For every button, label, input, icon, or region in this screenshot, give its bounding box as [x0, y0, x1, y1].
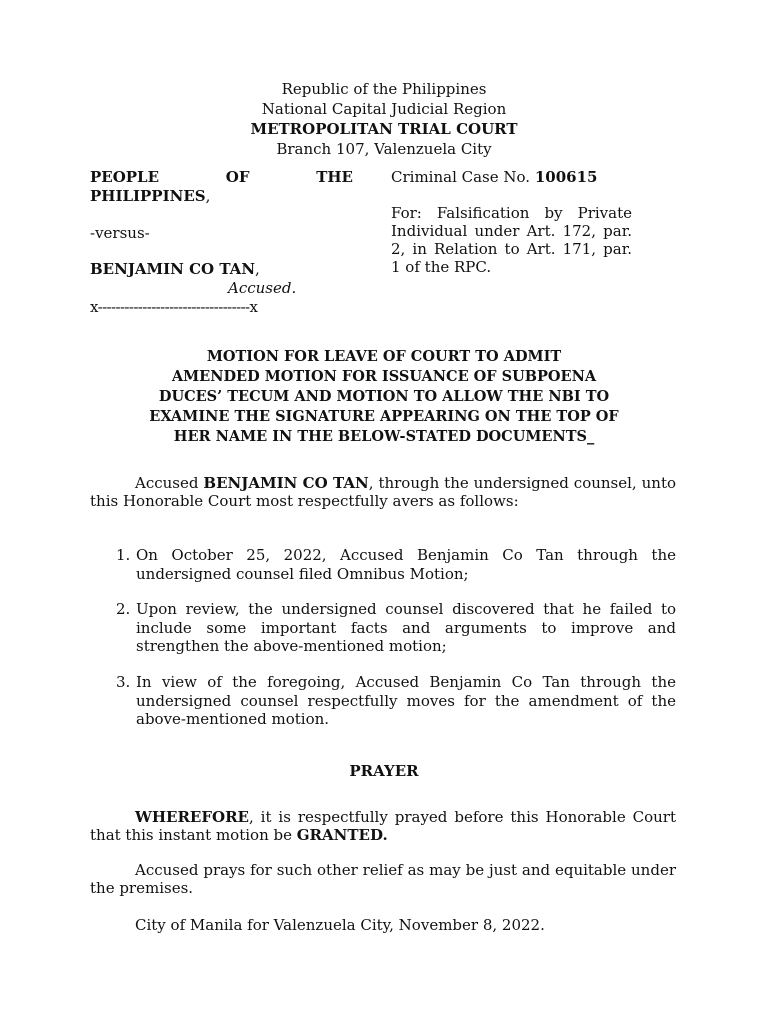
title-line: AMENDED MOTION FOR ISSUANCE OF SUBPOENA	[171, 368, 597, 385]
accused-name: BENJAMIN CO TAN	[203, 474, 369, 492]
branch-line: Branch 107, Valenzuela City	[276, 140, 492, 158]
case-caption-details	[391, 168, 632, 276]
intro-paragraph	[90, 474, 676, 510]
caption-separator: x----------------------------------x	[90, 298, 258, 316]
item-text: On October 25, 2022, Accused Benjamin Co Tan through the undersigned counsel filed Omnibus Motion;	[136, 546, 676, 583]
list-item	[116, 673, 676, 729]
plaintiff-word: PHILIPPINES	[90, 187, 206, 205]
plaintiff-word: OF	[225, 168, 250, 186]
republic-line: Republic of the Philippines	[281, 80, 487, 98]
title-line: DUCES’ TECUM AND MOTION TO ALLOW THE NBI TO	[158, 388, 610, 405]
prayer-text: , it is respectfully prayed before this Honorable Court that this instant motion be	[90, 808, 676, 844]
defendant-name: BENJAMIN CO TAN	[90, 260, 256, 278]
comma: ,	[205, 187, 211, 205]
item-number: 2.	[116, 600, 131, 618]
plaintiff-line-2	[90, 187, 353, 206]
plaintiff-word: THE	[316, 168, 353, 186]
prayer-paragraph	[90, 808, 676, 844]
versus-label: -versus-	[90, 224, 150, 242]
item-number: 3.	[116, 673, 131, 691]
relief-paragraph: Accused prays for such other relief as may be just and equitable under the premises.	[90, 861, 676, 897]
place-date-line: City of Manila for Valenzuela City, November 8, 2022.	[135, 916, 545, 934]
offense-description: For: Falsification by Private Individual under Art. 172, par. 2, in Relation to Art. 171, par. 1 of the RPC.	[391, 204, 632, 276]
item-text: In view of the foregoing, Accused Benjamin Co Tan through the undersigned counsel respectfully moves for the amendment of the above-mentioned motion.	[136, 673, 676, 728]
court-name: METROPOLITAN TRIAL COURT	[250, 120, 518, 138]
case-caption-parties	[90, 168, 353, 317]
intro-text: Accused	[135, 474, 204, 492]
item-number: 1.	[116, 546, 131, 564]
defendant-line	[90, 260, 353, 279]
list-item	[116, 546, 676, 583]
title-line: HER NAME IN THE BELOW-STATED DOCUMENTS_	[173, 428, 595, 445]
motion-title	[110, 347, 658, 447]
accused-label: Accused.	[228, 279, 297, 297]
granted-word: GRANTED.	[296, 826, 388, 844]
title-line: MOTION FOR LEAVE OF COURT TO ADMIT	[206, 348, 562, 365]
title-line: EXAMINE THE SIGNATURE APPEARING ON THE TOP OF	[149, 408, 619, 425]
plaintiff-word: PEOPLE	[90, 168, 160, 186]
plaintiff-line	[90, 168, 353, 187]
case-number-label: Criminal Case No.	[391, 168, 531, 186]
list-item	[116, 600, 676, 656]
region-line: National Capital Judicial Region	[261, 100, 507, 118]
prayer-heading: PRAYER	[349, 762, 419, 780]
case-number-line	[391, 168, 632, 186]
case-number: 100615	[534, 168, 598, 186]
item-text: Upon review, the undersigned counsel discovered that he failed to include some important facts and arguments to improve and strengthen the above-mentioned motion;	[136, 600, 676, 655]
intro-text: , through the undersigned counsel, unto this Honorable Court most respectfully avers as follows:	[90, 474, 676, 510]
comma: ,	[255, 260, 260, 278]
wherefore-word: WHEREFORE	[135, 808, 249, 826]
court-header	[0, 79, 768, 159]
